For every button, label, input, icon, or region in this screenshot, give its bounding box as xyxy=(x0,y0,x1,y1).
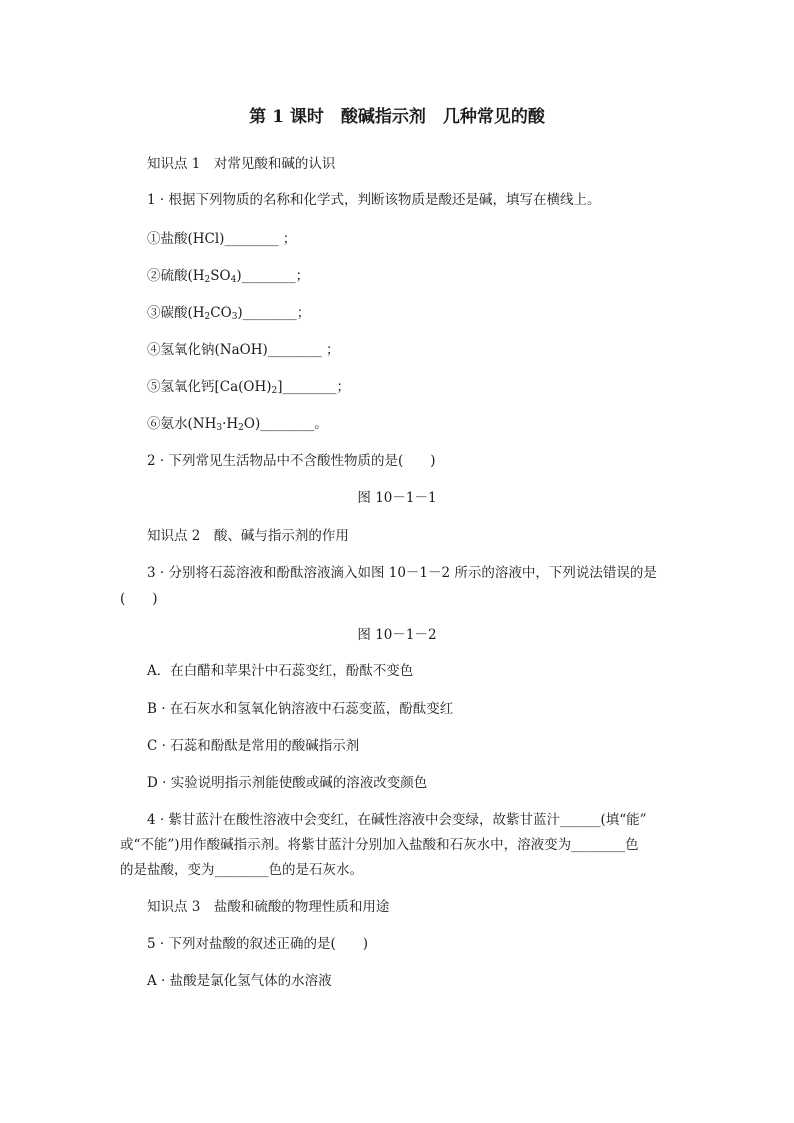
q1-item-4: ④氢氧化钠(NaOH)________ ； xyxy=(147,342,340,358)
q1-item-2: ②硫酸$(H_2SO_4)\_\_\_\_\_\_\_\_$； xyxy=(147,268,310,285)
q1-item-3: ③碳酸$(H_2CO_3)\_\_\_\_\_\_\_\_$； xyxy=(147,305,311,322)
q1-item-6: ⑥氨水$(NH_3\cdot H_2O)\_\_\_\_\_\_\_\_$。 xyxy=(147,416,328,433)
question-3-line-1: 3 · 分别将石蕊溶液和酚酞溶液滴入如图 10－1－2 所示的溶液中，下列说法错误的是 xyxy=(147,565,657,581)
page-title: 第 1 课时 酸碱指示剂 几种常见的酸 xyxy=(249,107,545,127)
knowledge-point-3: 知识点 3 盐酸和硫酸的物理性质和用途 xyxy=(147,899,390,915)
q3-option-a: A．在白醋和苹果汁中石蕊变红，酚酞不变色 xyxy=(147,663,414,679)
figure-caption-1: 图 10－1－1 xyxy=(357,490,437,506)
question-1-stem: 1 · 根据下列物质的名称和化学式，判断该物质是酸还是碱，填写在横线上。 xyxy=(147,192,601,208)
q3-option-d: D · 实验说明指示剂能使酸或碱的溶液改变颜色 xyxy=(147,775,428,791)
question-4-line-1: 4 · 紫甘蓝汁在酸性溶液中会变红，在碱性溶液中会变绿，故紫甘蓝汁______(填“能” xyxy=(147,812,647,828)
q3-option-c: C · 石蕊和酚酞是常用的酸碱指示剂 xyxy=(147,738,360,754)
question-4-line-2: 或“不能”)用作酸碱指示剂。将紫甘蓝汁分别加入盐酸和石灰水中，溶液变为________色 xyxy=(120,837,639,853)
question-2: 2 · 下列常见生活物品中不含酸性物质的是( ) xyxy=(147,453,436,469)
q5-option-a: A · 盐酸是氯化氢气体的水溶液 xyxy=(147,973,332,989)
q3-option-b: B · 在石灰水和氢氧化钠溶液中石蕊变蓝，酚酞变红 xyxy=(147,701,454,717)
question-5: 5 · 下列对盐酸的叙述正确的是( ) xyxy=(147,936,368,952)
q1-item-1: ①盐酸(HCl)________ ； xyxy=(147,231,297,247)
question-4-line-3: 的是盐酸，变为________色的是石灰水。 xyxy=(120,862,363,878)
knowledge-point-1: 知识点 1 对常见酸和碱的认识 xyxy=(147,156,336,172)
figure-caption-2: 图 10－1－2 xyxy=(357,627,437,643)
q1-item-5: ⑤氢氧化钙$[Ca(OH)_2]\_\_\_\_\_\_\_\_$； xyxy=(147,379,351,396)
knowledge-point-2: 知识点 2 酸、碱与指示剂的作用 xyxy=(147,528,349,544)
question-3-line-2: ( ) xyxy=(120,591,158,607)
